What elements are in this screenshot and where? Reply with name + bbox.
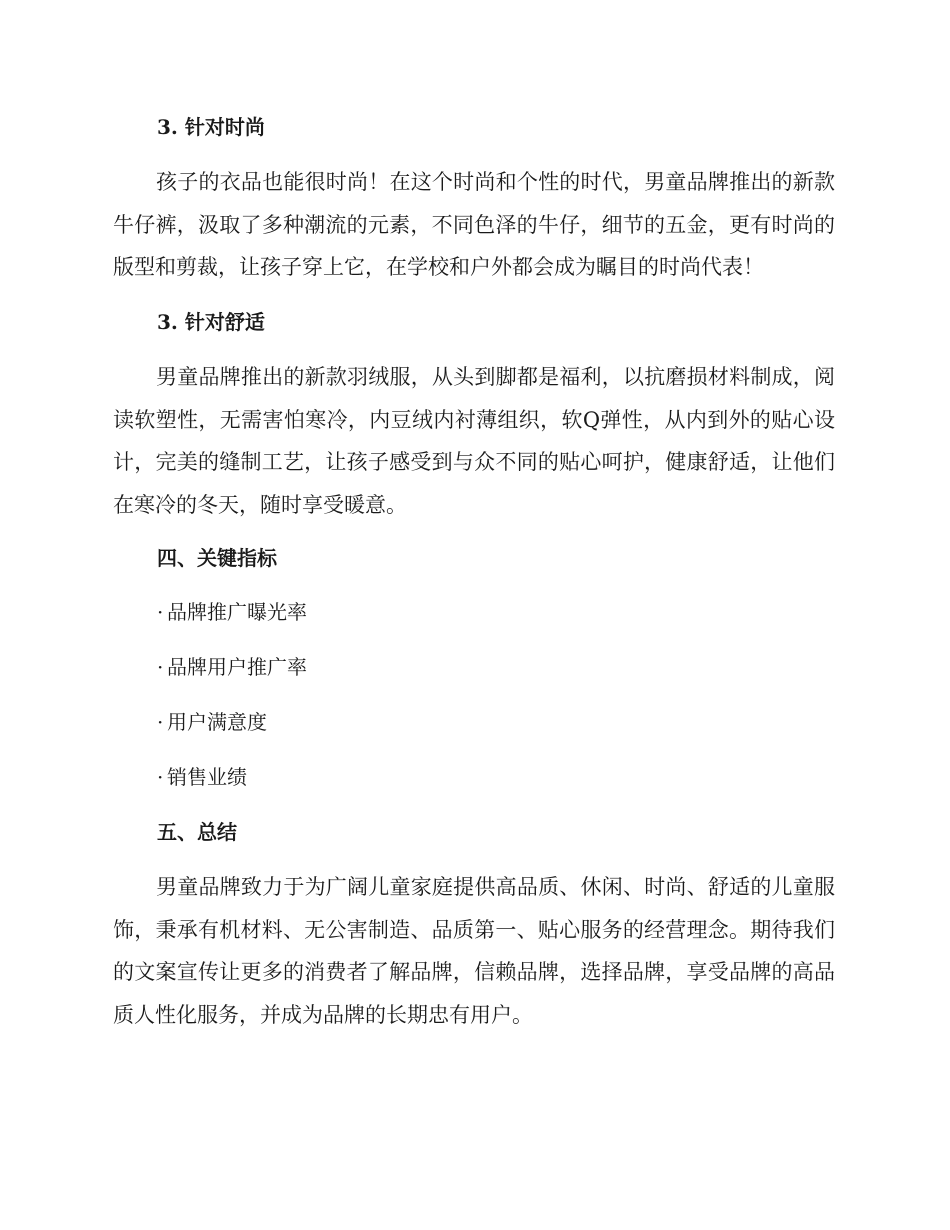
kpi-item-label: 用户满意度 bbox=[167, 710, 267, 734]
section-body-comfort: 男童品牌推出的新款羽绒服，从头到脚都是福利，以抗磨损材料制成，阅读软塑性，无需害怕寒冷，内豆绒内衬薄组织，软Q弹性，从内到外的贴心设计，完美的缝制工艺，让孩子感受到与众不同的贴心呵护，健康舒适，让他们在寒冷的冬天，随时享受暖意。 bbox=[113, 365, 835, 517]
bullet-marker: · bbox=[157, 710, 164, 734]
section-body-fashion: 孩子的衣品也能很时尚！在这个时尚和个性的时代，男童品牌推出的新款牛仔裤，汲取了多种潮流的元素，不同色泽的牛仔，细节的五金，更有时尚的版型和剪裁，让孩子穿上它，在学校和户外都会成为瞩目的时尚代表！ bbox=[113, 170, 835, 279]
kpi-item-label: 品牌推广曝光率 bbox=[167, 600, 307, 624]
section-heading-comfort: 3. 针对舒适 bbox=[157, 310, 265, 334]
section-heading-kpi: 四、关键指标 bbox=[157, 546, 277, 570]
section-body-summary: 男童品牌致力于为广阔儿童家庭提供高品质、休闲、时尚、舒适的儿童服饰，秉承有机材料、无公害制造、品质第一、贴心服务的经营理念。期待我们的文案宣传让更多的消费者了解品牌，信赖品牌，选择品牌，享受品牌的高品质人性化服务，并成为品牌的长期忠有用户。 bbox=[113, 875, 835, 1027]
kpi-item-label: 销售业绩 bbox=[167, 765, 247, 789]
kpi-list-item bbox=[157, 708, 267, 736]
section-heading-summary: 五、总结 bbox=[157, 820, 237, 844]
kpi-list-item bbox=[157, 653, 307, 681]
kpi-list-item bbox=[157, 763, 247, 791]
bullet-marker: · bbox=[157, 600, 164, 624]
bullet-marker: · bbox=[157, 765, 164, 789]
section-heading-fashion: 3. 针对时尚 bbox=[157, 115, 265, 139]
kpi-item-label: 品牌用户推广率 bbox=[167, 655, 307, 679]
bullet-marker: · bbox=[157, 655, 164, 679]
kpi-list-item bbox=[157, 598, 307, 626]
